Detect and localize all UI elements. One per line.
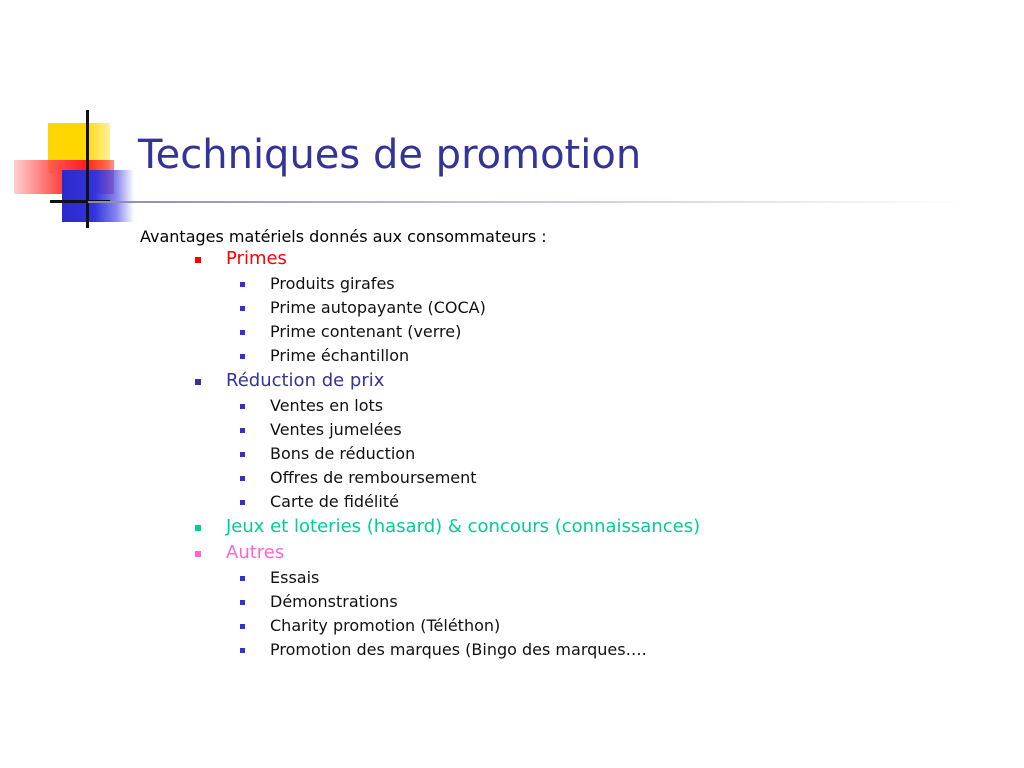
- bullet-list: [140, 227, 1000, 662]
- detail-list: [226, 394, 1000, 514]
- list-item-text: Prime autopayante (COCA): [270, 298, 486, 317]
- square-bullet-icon: [240, 624, 245, 629]
- list-item-text: Produits girafes: [270, 274, 395, 293]
- list-item: [226, 566, 1000, 590]
- list-item: [226, 442, 1000, 466]
- square-bullet-icon: [240, 428, 245, 433]
- sub-bullet-label: Réduction de prix: [226, 370, 385, 391]
- list-item-text: Ventes en lots: [270, 396, 384, 415]
- list-item-text: Ventes jumelées: [270, 420, 402, 439]
- main-point-text: Avantages matériels donnés aux consommateurs :: [140, 227, 547, 246]
- detail-list: [226, 566, 1000, 662]
- square-bullet-icon: [240, 500, 245, 505]
- main-point: [140, 227, 1000, 662]
- sub-bullet-list: [181, 246, 1000, 662]
- sub-bullet-group: [181, 368, 1000, 514]
- list-item: [226, 320, 1000, 344]
- sub-bullet-label: Jeux et loteries (hasard) & concours (connaissances): [226, 516, 701, 537]
- detail-list: [226, 272, 1000, 368]
- square-bullet-icon: [240, 404, 245, 409]
- sub-bullet-label: Primes: [226, 248, 287, 269]
- slide-content: [140, 227, 1000, 662]
- square-bullet-icon: [240, 600, 245, 605]
- title-underline: [88, 201, 968, 203]
- list-item: [226, 638, 1000, 662]
- sub-bullet-label: Autres: [226, 542, 285, 563]
- list-item-text: Prime échantillon: [270, 346, 410, 365]
- list-item: [226, 344, 1000, 368]
- square-bullet-icon: [240, 648, 245, 653]
- square-bullet-icon: [240, 354, 245, 359]
- list-item: [226, 614, 1000, 638]
- list-item: [226, 296, 1000, 320]
- sub-bullet-group: [181, 514, 1000, 540]
- list-item-text: Promotion des marques (Bingo des marques….: [270, 640, 647, 659]
- list-item-text: Charity promotion (Téléthon): [270, 616, 501, 635]
- square-bullet-icon: [240, 576, 245, 581]
- list-item: [226, 466, 1000, 490]
- square-bullet-icon: [195, 379, 201, 385]
- square-bullet-icon: [195, 525, 201, 531]
- square-bullet-icon: [240, 306, 245, 311]
- list-item-text: Démonstrations: [270, 592, 398, 611]
- slide-title: Techniques de promotion: [138, 132, 642, 178]
- list-item: [226, 590, 1000, 614]
- decorative-vertical-line: [86, 110, 89, 228]
- list-item-text: Prime contenant (verre): [270, 322, 462, 341]
- list-item-text: Carte de fidélité: [270, 492, 399, 511]
- decorative-blue-square: [62, 170, 134, 222]
- list-item: [226, 490, 1000, 514]
- square-bullet-icon: [240, 452, 245, 457]
- list-item-text: Offres de remboursement: [270, 468, 477, 487]
- square-bullet-icon: [240, 330, 245, 335]
- square-bullet-icon: [240, 282, 245, 287]
- list-item-text: Bons de réduction: [270, 444, 416, 463]
- list-item-text: Essais: [270, 568, 320, 587]
- list-item: [226, 418, 1000, 442]
- square-bullet-icon: [195, 551, 201, 557]
- list-item: [226, 394, 1000, 418]
- list-item: [226, 272, 1000, 296]
- square-bullet-icon: [195, 257, 201, 263]
- sub-bullet-group: [181, 246, 1000, 368]
- square-bullet-icon: [240, 476, 245, 481]
- sub-bullet-group: [181, 540, 1000, 662]
